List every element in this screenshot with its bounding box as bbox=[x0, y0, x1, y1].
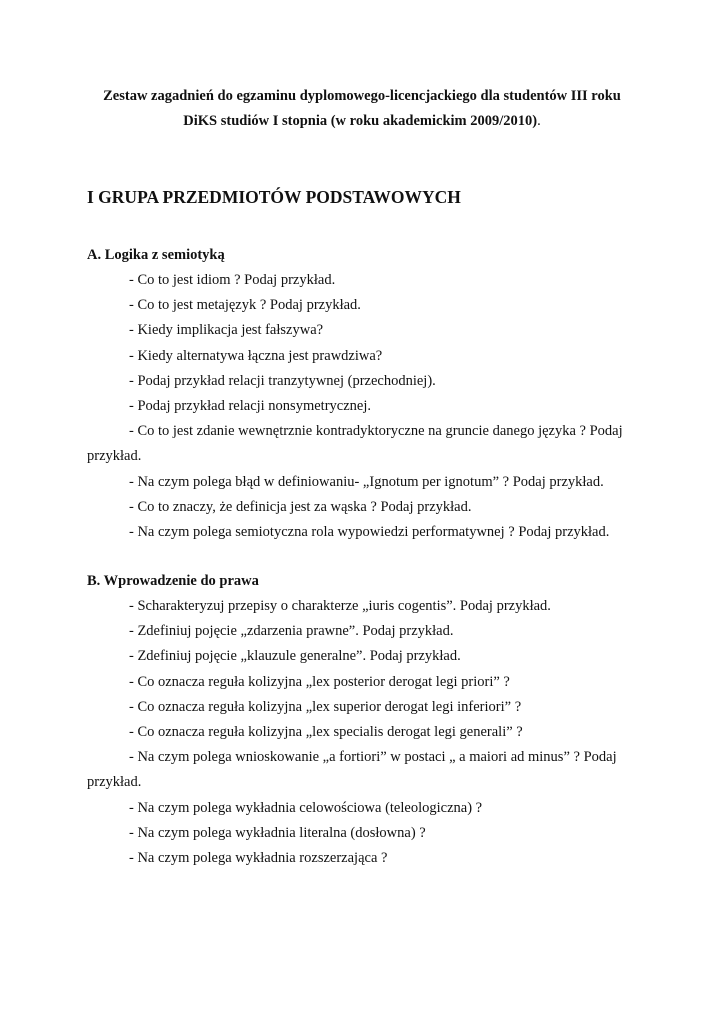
document-header bbox=[60, 84, 664, 134]
question-item: - Na czym polega wykładnia literalna (dosłowna) ? bbox=[129, 824, 426, 841]
question-list-logic bbox=[87, 268, 647, 545]
header-line-2-period: . bbox=[537, 113, 541, 129]
question-item-continuation: przykład. bbox=[87, 448, 142, 465]
question-item: - Podaj przykład relacji nonsymetrycznej. bbox=[129, 398, 371, 415]
question-list-intro-law bbox=[87, 594, 647, 871]
question-item: - Co oznacza reguła kolizyjna „lex specialis derogat legi generali” ? bbox=[129, 724, 523, 741]
question-item: - Kiedy alternatywa łączna jest prawdziwa? bbox=[129, 347, 383, 364]
question-item: - Co to jest metajęzyk ? Podaj przykład. bbox=[129, 297, 361, 314]
question-item: - Na czym polega wnioskowanie „a fortiori” w postaci „ a maiori ad minus” ? Podaj bbox=[129, 749, 617, 766]
section-title-intro-law: B. Wprowadzenie do prawa bbox=[87, 573, 259, 589]
question-item: - Zdefiniuj pojęcie „klauzule generalne”. Podaj przykład. bbox=[129, 648, 461, 665]
question-item: - Scharakteryzuj przepisy o charakterze „iuris cogentis”. Podaj przykład. bbox=[129, 598, 551, 614]
header-line-2 bbox=[60, 109, 664, 134]
question-item: - Zdefiniuj pojęcie „zdarzenia prawne”. Podaj przykład. bbox=[129, 623, 454, 640]
group-title: I GRUPA PRZEDMIOTÓW PODSTAWOWYCH bbox=[87, 187, 461, 207]
header-line-2-text: DiKS studiów I stopnia (w roku akademickim 2009/2010) bbox=[183, 113, 538, 129]
section-title-logic: A. Logika z semiotyką bbox=[87, 247, 225, 263]
question-item: - Kiedy implikacja jest fałszywa? bbox=[129, 322, 324, 339]
section-logic bbox=[87, 243, 647, 545]
question-item: - Na czym polega wykładnia rozszerzająca ? bbox=[129, 850, 388, 867]
question-item: - Na czym polega wykładnia celowościowa (teleologiczna) ? bbox=[129, 799, 483, 816]
question-item: - Podaj przykład relacji tranzytywnej (przechodniej). bbox=[129, 372, 436, 389]
question-item: - Co oznacza reguła kolizyjna „lex superior derogat legi inferiori” ? bbox=[129, 698, 522, 715]
question-item: - Na czym polega semiotyczna rola wypowiedzi performatywnej ? Podaj przykład. bbox=[129, 524, 610, 541]
question-item: - Co to jest idiom ? Podaj przykład. bbox=[129, 272, 336, 288]
header-line-1: Zestaw zagadnień do egzaminu dyplomowego-licencjackiego dla studentów III roku bbox=[103, 88, 621, 104]
question-item-continuation: przykład. bbox=[87, 774, 142, 791]
section-intro-law bbox=[87, 569, 647, 871]
question-item: - Co oznacza reguła kolizyjna „lex posterior derogat legi priori” ? bbox=[129, 673, 510, 690]
question-item: - Co to znaczy, że definicja jest za wąska ? Podaj przykład. bbox=[129, 498, 472, 515]
question-item: - Na czym polega błąd w definiowaniu- „Ignotum per ignotum” ? Podaj przykład. bbox=[129, 473, 604, 490]
question-item: - Co to jest zdanie wewnętrznie kontradyktoryczne na gruncie danego języka ? Podaj bbox=[129, 423, 623, 440]
